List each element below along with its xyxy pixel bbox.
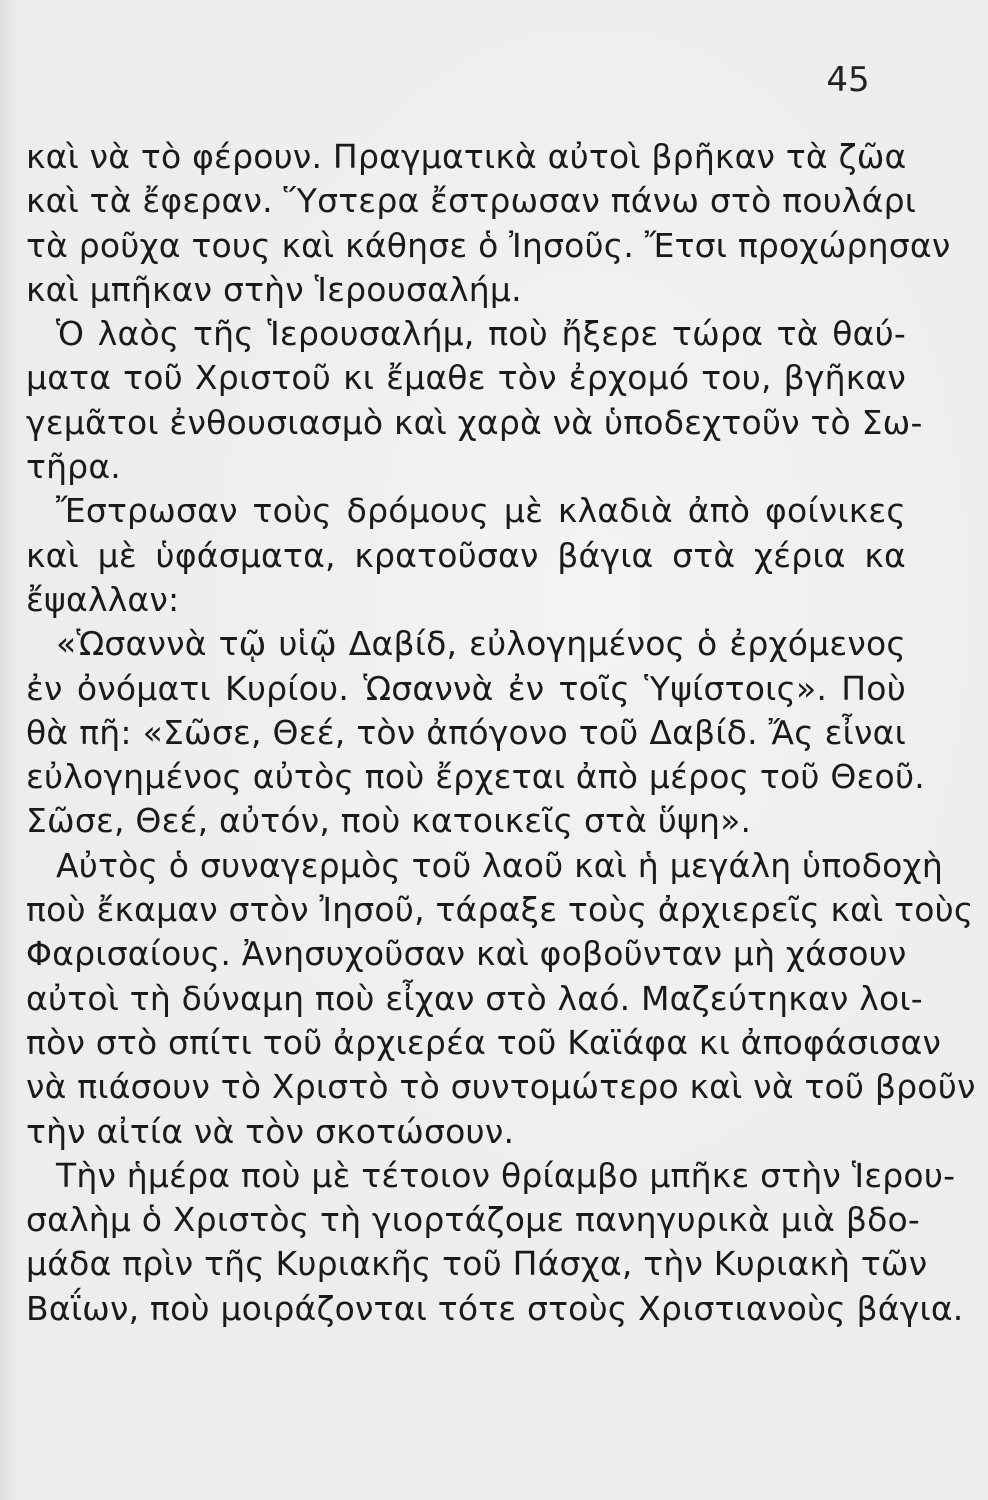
text-line: σαλὴμ ὁ Χριστὸς τὴ γιορτάζομε πανηγυρικὰ μιὰ βδο- [26, 1200, 920, 1240]
body-text [26, 135, 976, 1331]
text-line: τὴν αἰτία νὰ τὸν σκοτώσουν. [26, 1111, 515, 1151]
text-line: καὶ τὰ ἔφεραν. Ὕστερα ἔστρωσαν πάνω στὸ πουλάρι [26, 181, 917, 221]
text-line: πὸν στὸ σπίτι τοῦ ἀρχιερέα τοῦ Καϊάφα κι ἀποφάσισαν [26, 1022, 942, 1062]
text-line: Σῶσε, Θεέ, αὐτόν, ποὺ κατοικεῖς στὰ ὕψη». [26, 801, 752, 841]
page-number: 45 [826, 60, 870, 100]
text-line: μάδα πρὶν τῆς Κυριακῆς τοῦ Πάσχα, τὴν Κυριακὴ τῶν [26, 1244, 928, 1284]
text-line: γεμᾶτοι ἐνθουσιασμὸ καὶ χαρὰ νὰ ὑποδεχτοῦν τὸ Σω- [26, 402, 923, 442]
text-line: τῆρα. [26, 447, 121, 487]
text-line: Αὐτὸς ὁ συναγερμὸς τοῦ λαοῦ καὶ ἡ μεγάλη ὑποδοχὴ [56, 845, 943, 885]
text-line: νὰ πιάσουν τὸ Χριστὸ τὸ συντομώτερο καὶ νὰ τοῦ βροῦν [26, 1067, 976, 1107]
text-line: ποὺ ἔκαμαν στὸν Ἰησοῦ, τάραξε τοὺς ἀρχιερεῖς καὶ τοὺς [26, 890, 974, 930]
text-line: καὶ μὲ ὑφάσματα, κρατοῦσαν βάγια στὰ χέρια κα [26, 535, 906, 575]
text-line: «Ὡσαννὰ τῷ υἱῷ Δαβίδ, εὐλογημένος ὁ ἐρχόμενος [56, 624, 906, 664]
text-line: Ἔστρωσαν τοὺς δρόμους μὲ κλαδιὰ ἀπὸ φοίνικες [56, 491, 906, 531]
text-line: ἐν ὀνόματι Κυρίου. Ὡσαννὰ ἐν τοῖς Ὑψίστοις». Ποὺ [26, 668, 906, 708]
text-line: ἔψαλλαν: [26, 579, 180, 619]
text-line: καὶ μπῆκαν στὴν Ἱερουσαλήμ. [26, 269, 522, 309]
text-line: τὰ ροῦχα τους καὶ κάθησε ὁ Ἰησοῦς. Ἔτσι προχώρησαν [26, 225, 951, 265]
text-line: αὐτοὶ τὴ δύναμη ποὺ εἶχαν στὸ λαό. Μαζεύτηκαν λοι- [26, 978, 923, 1018]
text-line: καὶ νὰ τὸ φέρουν. Πραγματικὰ αὐτοὶ βρῆκαν τὰ ζῶα [26, 137, 907, 176]
text-line: εὐλογημένος αὐτὸς ποὺ ἔρχεται ἀπὸ μέρος τοῦ Θεοῦ. [26, 757, 925, 797]
text-line: θὰ πῆ: «Σῶσε, Θεέ, τὸν ἀπόγονο τοῦ Δαβίδ. Ἄς εἶναι [26, 712, 906, 752]
text-line: Τὴν ἡμέρα ποὺ μὲ τέτοιον θρίαμβο μπῆκε στὴν Ἱερου- [56, 1155, 956, 1195]
text-line: Ὁ λαὸς τῆς Ἱερουσαλήμ, ποὺ ἤξερε τώρα τὰ θαύ- [56, 314, 906, 354]
text-line: ματα τοῦ Χριστοῦ κι ἔμαθε τὸν ἐρχομό του, βγῆκαν [26, 358, 906, 398]
text-line: Φαρισαίους. Ἀνησυχοῦσαν καὶ φοβοῦνταν μὴ χάσουν [26, 934, 907, 974]
text-line: Βαΐων, ποὺ μοιράζονται τότε στοὺς Χριστιανοὺς βάγια. [26, 1288, 964, 1328]
